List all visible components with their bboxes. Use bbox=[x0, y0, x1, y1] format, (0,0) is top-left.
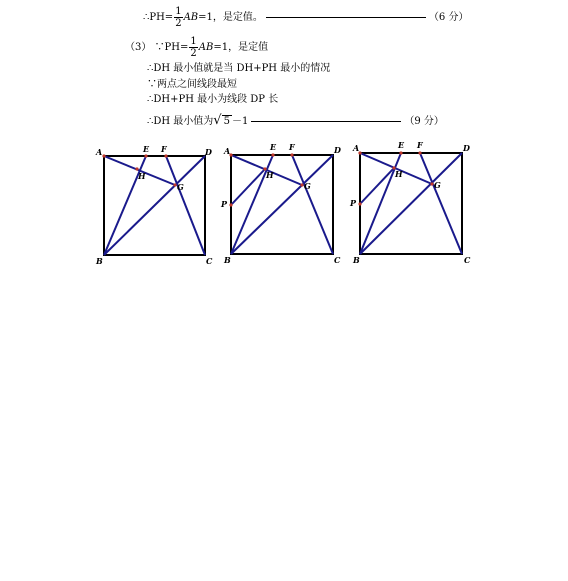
label-e: E bbox=[143, 144, 150, 154]
equals-one-text: =1，是定值 bbox=[213, 42, 269, 53]
label-c: C bbox=[334, 255, 341, 265]
radicand: 5 bbox=[223, 116, 230, 127]
label-b: B bbox=[96, 256, 103, 266]
point-e bbox=[144, 154, 147, 157]
label-d: D bbox=[463, 143, 470, 153]
label-g: G bbox=[177, 182, 184, 192]
label-d: D bbox=[205, 147, 212, 157]
segment-cf bbox=[292, 155, 333, 254]
label-e: E bbox=[270, 142, 277, 152]
label-p: P bbox=[221, 199, 228, 209]
label-h: H bbox=[266, 170, 274, 180]
label-a: A bbox=[96, 147, 103, 157]
label-h: H bbox=[138, 171, 146, 181]
segment-cf bbox=[420, 153, 462, 254]
segment-ph bbox=[360, 168, 394, 204]
point-f bbox=[290, 153, 293, 156]
point-e bbox=[271, 153, 274, 156]
point-e bbox=[399, 151, 402, 154]
step-line-3: ∴DH 最小值就是当 DH+PH 最小的情况 bbox=[147, 63, 331, 74]
point-p bbox=[229, 203, 232, 206]
fraction-numerator: 1 bbox=[175, 6, 182, 17]
figure-2 bbox=[220, 142, 341, 265]
fraction-denominator: 2 bbox=[190, 48, 197, 59]
equals-one-text: =1，是定值。 bbox=[198, 12, 263, 23]
label-a: A bbox=[224, 146, 231, 156]
label-p: P bbox=[350, 198, 357, 208]
fraction-denominator: 2 bbox=[175, 18, 182, 29]
label-f: F bbox=[289, 142, 295, 152]
fraction-numerator: 1 bbox=[190, 36, 197, 47]
point-a bbox=[102, 154, 105, 157]
point-p bbox=[358, 202, 361, 205]
label-b: B bbox=[224, 255, 231, 265]
segment-bd bbox=[231, 155, 333, 254]
label-f: F bbox=[161, 144, 167, 154]
segment-bd bbox=[104, 156, 205, 255]
figure-3 bbox=[349, 140, 471, 265]
therefore-ph: ∴PH= bbox=[143, 12, 174, 23]
segment-ab: AB bbox=[198, 42, 214, 53]
label-c: C bbox=[464, 255, 471, 265]
dh-min-text: ∴DH 最小值为 bbox=[147, 116, 214, 127]
figure-1 bbox=[95, 144, 213, 266]
segment-cf bbox=[166, 156, 205, 255]
point-f bbox=[418, 151, 421, 154]
part-number: （3） bbox=[125, 42, 152, 53]
radical-sign: √ bbox=[213, 113, 222, 128]
label-h: H bbox=[395, 169, 403, 179]
label-g: G bbox=[304, 181, 311, 191]
label-f: F bbox=[417, 140, 423, 150]
step-line-4: ∵两点之间线段最短 bbox=[147, 79, 237, 90]
score-9: （9 分） bbox=[404, 116, 444, 127]
label-a: A bbox=[353, 143, 360, 153]
because-ph: ∵PH= bbox=[154, 42, 189, 53]
score-6: （6 分） bbox=[428, 12, 469, 23]
minus-one: －1 bbox=[231, 116, 249, 127]
label-d: D bbox=[334, 145, 341, 155]
segment-bd bbox=[360, 153, 462, 254]
label-e: E bbox=[398, 140, 405, 150]
label-b: B bbox=[353, 255, 360, 265]
segment-ab: AB bbox=[183, 12, 199, 23]
label-g: G bbox=[434, 180, 441, 190]
step-line-5: ∴DH+PH 最小为线段 DP 长 bbox=[147, 94, 279, 105]
label-c: C bbox=[206, 256, 213, 266]
point-f bbox=[164, 154, 167, 157]
